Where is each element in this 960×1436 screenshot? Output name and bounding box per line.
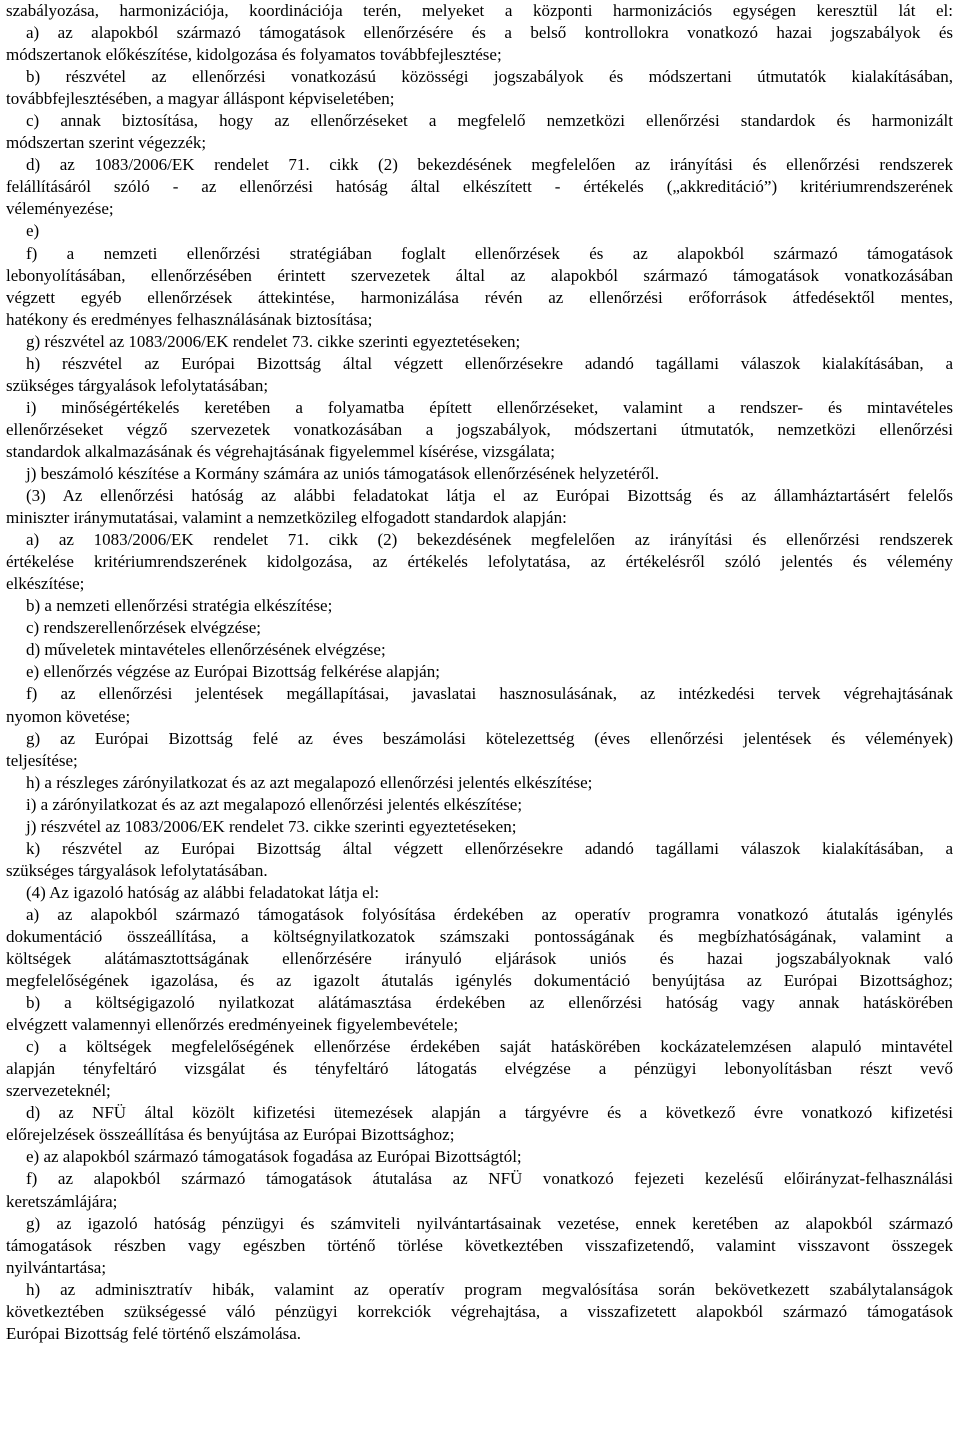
text-line: véleményezése; — [6, 199, 114, 219]
text-line: nyomon követése; — [6, 706, 131, 726]
text-line: g) részvétel az 1083/2006/EK rendelet 73. cikke szerinti egyeztetéseken; — [26, 331, 521, 351]
text-line: szabályozása, harmonizációja, koordinációja terén, melyeket a központi harmonizációs egységen keresztül lát el: — [6, 1, 953, 20]
text-line: támogatások részben vagy egészben történő törlése következtében visszafizetendő, valamint visszavont összegek — [6, 1235, 953, 1255]
text-line: standardok alkalmazásának és végrehajtásának figyelemmel kísérése, vizsgálata; — [6, 441, 555, 461]
text-line: f) a nemzeti ellenőrzési stratégiában foglalt ellenőrzések és az alapokból származó támogatások — [26, 243, 953, 263]
text-line: e) — [26, 221, 40, 241]
text-line: miniszter iránymutatásai, valamint a nemzetközileg elfogadott standardok alapján: — [6, 508, 567, 528]
text-line: d) műveletek mintavételes ellenőrzésének elvégzése; — [26, 640, 386, 660]
text-line: g) az Európai Bizottság felé az éves beszámolási kötelezettség (éves ellenőrzési jelentések és vélemények) — [26, 728, 953, 748]
text-line: hatékony és eredményes felhasználásának biztosítása; — [6, 309, 373, 329]
text-line: a) az 1083/2006/EK rendelet 71. cikk (2) bekezdésének megfelelően az irányítási és ellenőrzési rendszerek — [26, 530, 953, 550]
text-line: a) az alapokból származó támogatások ellenőrzésére és a belső kontrollokra vonatkozó hazai jogszabályok és — [26, 23, 953, 43]
text-line: (4) Az igazoló hatóság az alábbi feladatokat látja el: — [26, 882, 380, 902]
text-line: lebonyolításában, ellenőrzésében érintett szervezetek által az alapokból származó támogatások vonatkozásában — [6, 265, 953, 285]
text-line: alapján tényfeltáró vizsgálat és tényfeltáró látogatás elvégzése a pénzügyi lebonyolításban részt vevő — [6, 1059, 953, 1079]
text-line: értékelése kritériumrendszerének kidolgozása, az értékelés lefolytatása, az értékelésről szóló jelentés és vélemény — [6, 552, 953, 572]
text-line: b) a költségigazoló nyilatkozat alátámasztása érdekében az ellenőrzési hatóság vagy annak hatáskörében — [26, 993, 953, 1013]
text-line: j) részvétel az 1083/2006/EK rendelet 73. cikke szerinti egyeztetéseken; — [26, 816, 517, 836]
text-line: e) az alapokból származó támogatások fogadása az Európai Bizottságtól; — [26, 1147, 522, 1167]
text-line: ellenőrzéseket végző szervezetek vonatkozásában a jogszabályok, módszertani útmutatók, nemzetközi ellenőrzési — [6, 419, 953, 439]
text-line: f) az ellenőrzési jelentések megállapításai, javaslatai hasznosulásának, az intézkedési tervek végrehajtásának — [26, 684, 953, 704]
text-line: a) az alapokból származó támogatások folyósítása érdekében az operatív programra vonatkozó átutalás igénylés — [26, 904, 953, 924]
text-line: j) beszámoló készítése a Kormány számára az uniós támogatások ellenőrzésének helyzetéről. — [26, 463, 659, 483]
text-line: költségek alátámasztottságának ellenőrzésére irányuló eljárások uniós és hazai jogszabályoknak való — [6, 949, 953, 969]
text-line: k) részvétel az Európai Bizottság által végzett ellenőrzésekre adandó tagállami válaszok kialakításában, a — [26, 838, 953, 858]
text-line: végzett egyéb ellenőrzések áttekintése, harmonizálása révén az ellenőrzési erőforrások átfedésektől mentes, — [6, 287, 953, 307]
text-line: d) az NFÜ által közölt kifizetési ütemezések alapján a tárgyévre és a következő évre vonatkozó kifizetési — [26, 1103, 953, 1123]
text-line: h) részvétel az Európai Bizottság által végzett ellenőrzésekre adandó tagállami válaszok kialakításában, a — [26, 353, 953, 373]
text-line: d) az 1083/2006/EK rendelet 71. cikk (2) bekezdésének megfelelően az irányítási és ellenőrzési rendszerek — [26, 155, 953, 175]
text-line: nyilvántartása; — [6, 1257, 107, 1277]
text-line: i) a zárónyilatkozat és az azt megalapozó ellenőrzési jelentés elkészítése; — [26, 794, 523, 814]
text-line: b) részvétel az ellenőrzési vonatkozású közösségi jogszabályok és módszertani útmutatók kialakításában, — [26, 67, 953, 87]
text-line: keretszámlájára; — [6, 1191, 118, 1211]
text-line: f) az alapokból származó támogatások átutalása az NFÜ vonatkozó fejezeti kezelésű előirányzat-felhasználási — [26, 1169, 953, 1189]
text-line: előrejelzések összeállítása és benyújtása az Európai Bizottsághoz; — [6, 1125, 455, 1145]
text-line: megfelelőségének igazolása, és az igazolt átutalás igénylés dokumentáció benyújtása az Európai Bizottsághoz; — [6, 971, 953, 991]
text-line: felállításáról szóló - az ellenőrzési hatóság által elkészített - értékelés („akkreditáció”) kritériumrendszerének — [6, 177, 953, 197]
text-line: dokumentáció összeállítása, a költségnyilatkozatok számszaki pontosságának és megbízhatóságának, valamint a — [6, 926, 953, 946]
text-line: teljesítése; — [6, 750, 78, 770]
text-line: szükséges tárgyalások lefolytatásában. — [6, 860, 268, 880]
text-line: Európai Bizottság felé történő elszámolása. — [6, 1323, 302, 1343]
text-line: i) minőségértékelés keretében a folyamatba épített ellenőrzéseket, valamint a rendszer- és mintavételes — [26, 397, 953, 417]
text-line: módszertanok előkészítése, kidolgozása és folyamatos továbbfejlesztése; — [6, 45, 502, 65]
text-line: h) az adminisztratív hibák, valamint az operatív program megvalósítása során bekövetkezett szabálytalanságok — [26, 1279, 953, 1299]
text-line: e) ellenőrzés végzése az Európai Bizottság felkérése alapján; — [26, 662, 440, 682]
text-line: szükséges tárgyalások lefolytatásában; — [6, 375, 269, 395]
text-line: c) rendszerellenőrzések elvégzése; — [26, 618, 262, 638]
text-line: elvégzett valamennyi ellenőrzés eredményeinek figyelembevétele; — [6, 1015, 459, 1035]
text-line: c) a költségek megfelelőségének ellenőrzése érdekében saját hatáskörében kockázatelemzésen alapuló mintavétel — [26, 1037, 953, 1057]
text-line: elkészítése; — [6, 574, 85, 594]
text-line: továbbfejlesztésében, a magyar álláspont képviseletében; — [6, 89, 395, 109]
text-line: b) a nemzeti ellenőrzési stratégia elkészítése; — [26, 596, 333, 616]
text-line: módszertan szerint végezzék; — [6, 133, 207, 153]
text-line: c) annak biztosítása, hogy az ellenőrzéseket a megfelelő nemzetközi ellenőrzési standardok és harmonizált — [26, 111, 953, 131]
text-line: szervezeteknél; — [6, 1081, 111, 1101]
text-line: (3) Az ellenőrzési hatóság az alábbi feladatokat látja el az Európai Bizottság és az államháztartásért felelős — [26, 486, 953, 506]
text-line: következtében szükségessé váló pénzügyi korrekciók végrehajtása, a visszafizetett alapokból származó támogatások — [6, 1301, 953, 1321]
text-line: h) a részleges zárónyilatkozat és az azt megalapozó ellenőrzési jelentés elkészítése; — [26, 772, 593, 792]
text-line: g) az igazoló hatóság pénzügyi és számviteli nyilvántartásainak vezetése, ennek keretében az alapokból származó — [26, 1213, 953, 1233]
